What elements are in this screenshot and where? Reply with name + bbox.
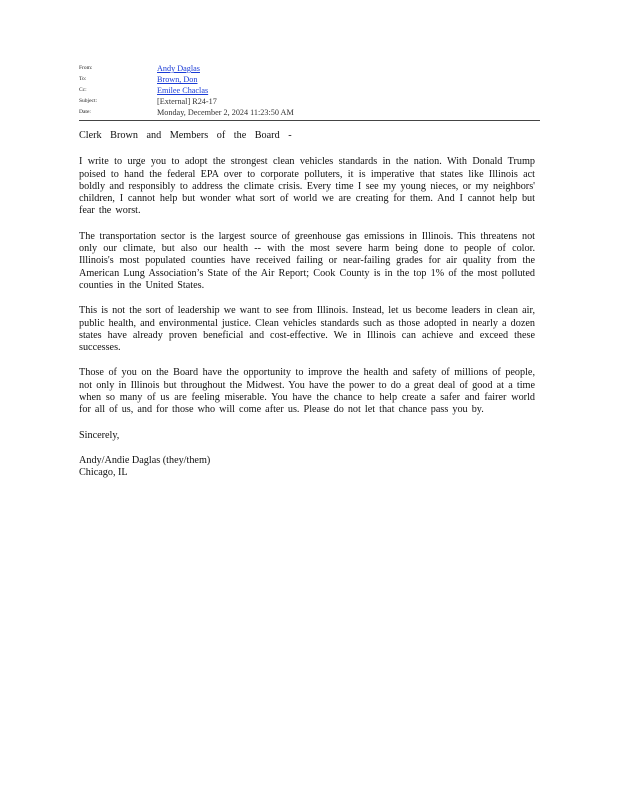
email-body (79, 130, 535, 480)
from-label: From: (79, 65, 93, 71)
greeting: Clerk Brown and Members of the Board - (79, 130, 292, 141)
email-header (79, 63, 540, 118)
date-label: Date: (79, 109, 91, 115)
cc-link[interactable]: Emilee Chaclas (157, 86, 209, 95)
signature-name: Andy/Andie Daglas (they/them) (79, 454, 211, 466)
body-paragraph: This is not the sort of leadership we want to see from Illinois. Instead, let us become leaders in clean air, public health, and environmental justice. Clean vehicles standards such as those adopted in nearly a dozen states have already proven beneficial and cost-effective. We in Illinois can achieve and exceed these successes. (79, 305, 535, 354)
body-paragraph: Those of you on the Board have the opportunity to improve the health and safety of millions of people, not only in Illinois but throughout the Midwest. You have the power to do a great deal of good at a time when so many of us are feeling miserable. You have the chance to help create a safer and fairer world for all of us, and for those who will come after us. Please do not let that chance pass you by. (79, 367, 535, 416)
subject-value: [External] R24-17 (157, 97, 217, 106)
subject-label: Subject: (79, 98, 98, 104)
from-link[interactable]: Andy Daglas (157, 64, 200, 73)
cc-row (79, 85, 540, 96)
cc-label: Cc: (79, 87, 87, 93)
date-value: Monday, December 2, 2024 11:23:50 AM (157, 108, 294, 117)
to-link[interactable]: Brown, Don (157, 75, 198, 84)
header-divider (79, 120, 540, 121)
to-row (79, 74, 540, 85)
signature-city: Chicago, IL (79, 467, 128, 479)
from-row (79, 63, 540, 74)
body-paragraph: The transportation sector is the largest source of greenhouse gas emissions in Illinois. This threatens not only our climate, but also our health -- with the most severe harm being done to people of color. Illinois's most populated counties have received failing or near-failing grades for air quality from the American Lung Association’s State of the Air Report; Cook County is in the top 1% of the most polluted counties in the United States. (79, 230, 535, 291)
to-label: To: (79, 76, 87, 82)
subject-row (79, 96, 540, 107)
body-paragraph: I write to urge you to adopt the strongest clean vehicles standards in the nation. With Donald Trump poised to hand the federal EPA over to corporate polluters, it is imperative that states like Illinois act boldly and responsibly to address the climate crisis. Every time I see my young nieces, or my neighbors' children, I cannot help but wonder what sort of world we are creating for them. And I cannot help but fear the worst. (79, 156, 535, 217)
closing: Sincerely, (79, 429, 120, 441)
date-row (79, 107, 540, 118)
